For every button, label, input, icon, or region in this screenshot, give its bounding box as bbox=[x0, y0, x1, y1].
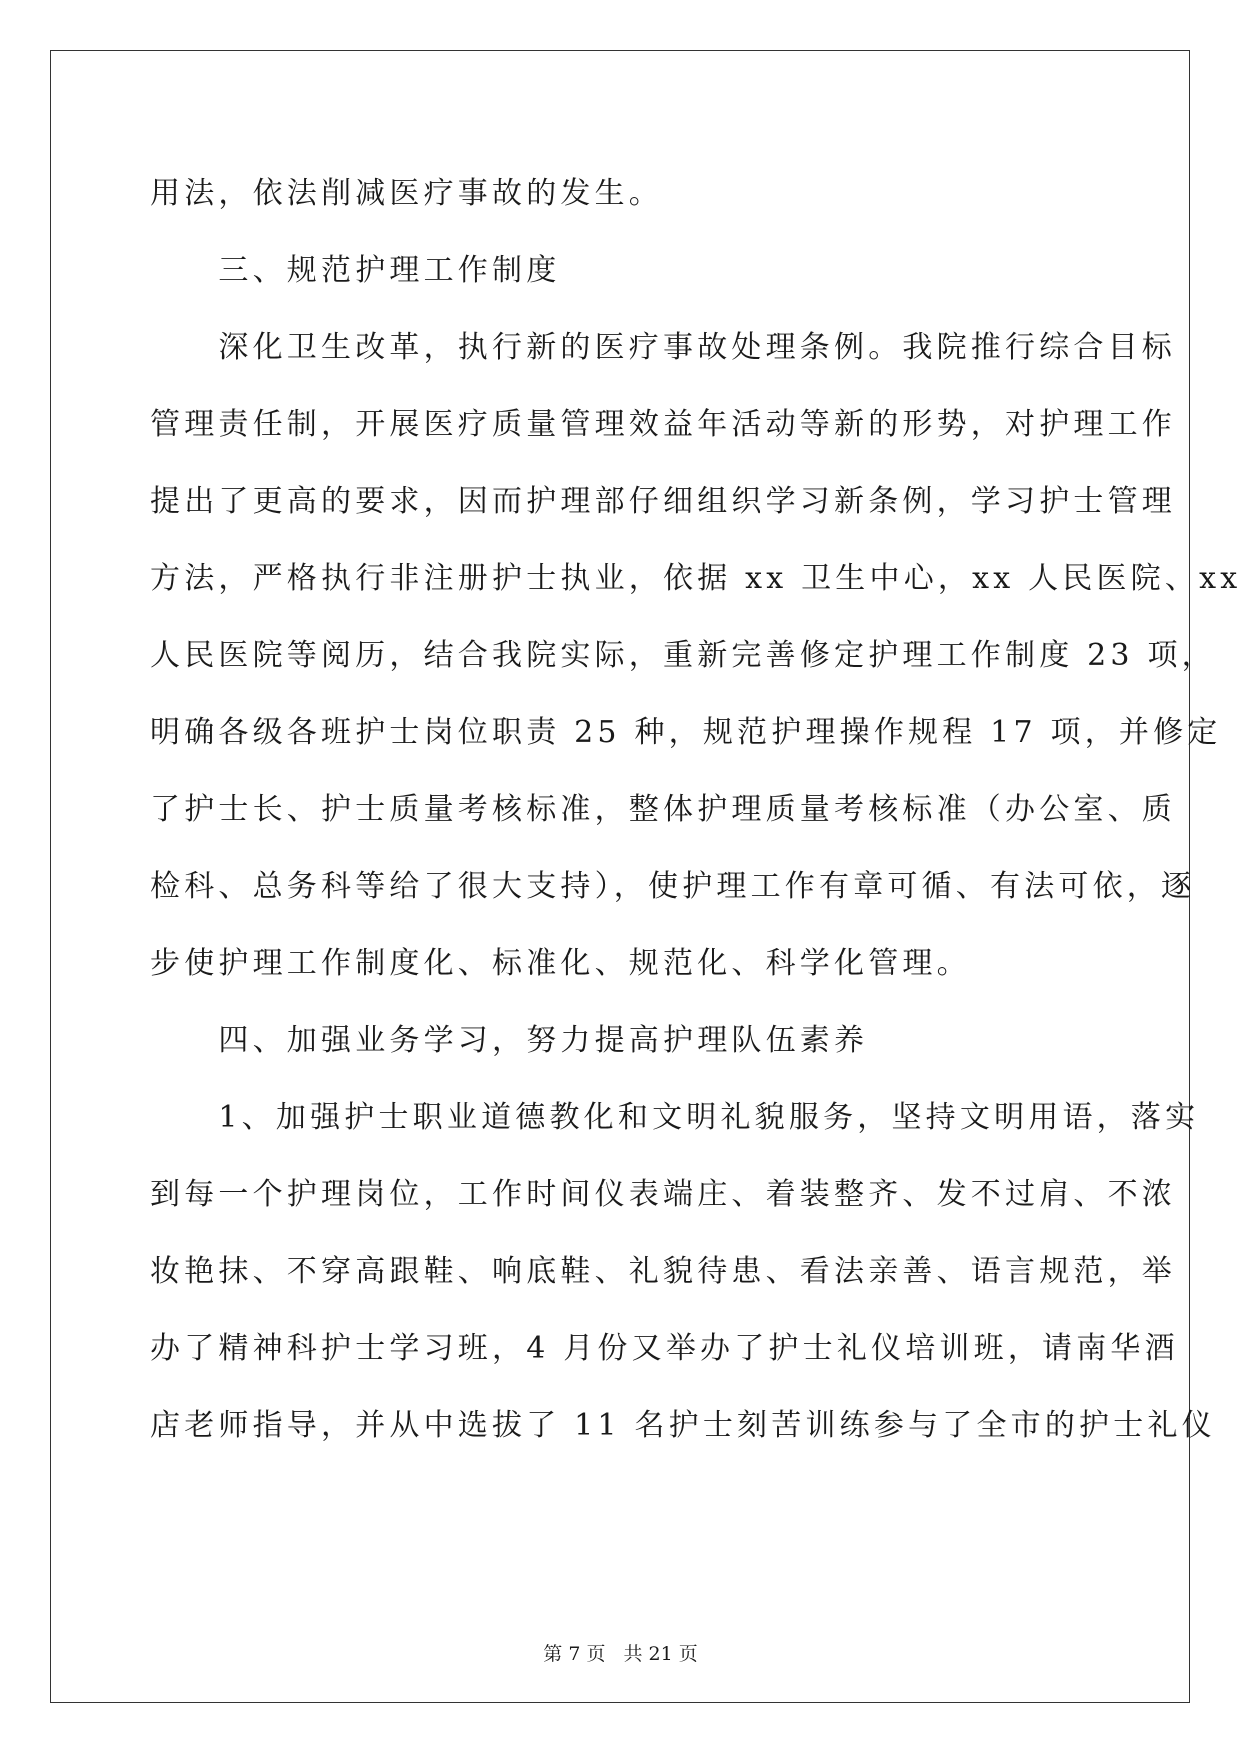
body-line: 到每一个护理岗位，工作时间仪表端庄、着装整齐、发不过肩、不浓 bbox=[150, 1177, 1176, 1212]
body-line: 用法，依法削减医疗事故的发生。 bbox=[150, 176, 663, 211]
body-line: 管理责任制，开展医疗质量管理效益年活动等新的形势，对护理工作 bbox=[150, 407, 1176, 442]
body-line: 提出了更高的要求，因而护理部仔细组织学习新条例，学习护士管理 bbox=[150, 484, 1176, 519]
body-line: 深化卫生改革，执行新的医疗事故处理条例。我院推行综合目标 bbox=[150, 330, 1176, 365]
section-heading-4: 四、加强业务学习，努力提高护理队伍素养 bbox=[150, 1023, 869, 1058]
body-line: 人民医院等阅历，结合我院实际，重新完善修定护理工作制度 23 项， bbox=[150, 638, 1216, 673]
body-line: 明确各级各班护士岗位职责 25 种，规范护理操作规程 17 项，并修定 bbox=[150, 715, 1222, 750]
body-line: 步使护理工作制度化、标准化、规范化、科学化管理。 bbox=[150, 946, 971, 981]
body-line: 店老师指导，并从中选拔了 11 名护士刻苦训练参与了全市的护士礼仪 bbox=[150, 1408, 1216, 1443]
body-line: 方法，严格执行非注册护士执业，依据 xx 卫生中心，xx 人民医院、xx bbox=[150, 561, 1241, 596]
section-heading-3: 三、规范护理工作制度 bbox=[150, 253, 561, 288]
body-line: 了护士长、护士质量考核标准，整体护理质量考核标准（办公室、质 bbox=[150, 792, 1176, 827]
body-line: 1、加强护士职业道德教化和文明礼貌服务，坚持文明用语，落实 bbox=[150, 1100, 1200, 1135]
body-line: 妆艳抹、不穿高跟鞋、响底鞋、礼貌待患、看法亲善、语言规范，举 bbox=[150, 1254, 1176, 1289]
body-line: 检科、总务科等给了很大支持），使护理工作有章可循、有法可依，逐 bbox=[150, 869, 1196, 904]
page-footer bbox=[0, 1642, 1241, 1666]
page-number: 第 7 页 bbox=[543, 1643, 606, 1665]
body-line: 办了精神科护士学习班，4 月份又举办了护士礼仪培训班，请南华酒 bbox=[150, 1331, 1179, 1366]
page-total: 共 21 页 bbox=[623, 1643, 698, 1665]
